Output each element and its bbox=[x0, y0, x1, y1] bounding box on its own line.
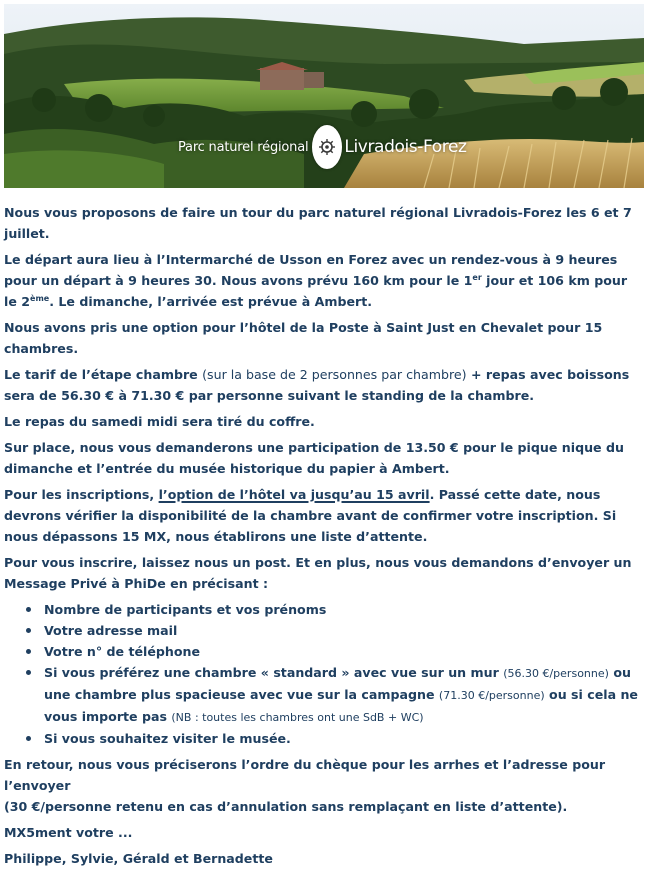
paragraph-price: Le tarif de l’étape chambre (sur la base de 2 personnes par chambre) + repas avec boissons sera de 56.30 € à 71.30 € par personne suivant le standing de la chambre. bbox=[4, 367, 630, 403]
list-item: Si vous préférez une chambre « standard » avec vue sur un mur (56.30 €/personne) ou une chambre plus spacieuse avec vue sur la campagne (71.30 €/personne) ou si cela ne vous importe pas (NB : toutes les chambres ont une SdB + WC) bbox=[44, 662, 644, 728]
paragraph-registration: Pour les inscriptions, l’option de l’hôtel va jusqu’au 15 avril. Passé cette date, nous devrons vérifier la disponibilité de la chambre avant de confirmer votre inscription. Si nous dépassons 15 MX, nous établirons une liste d’attente. bbox=[4, 487, 617, 544]
paragraph-hotel: Nous avons pris une option pour l’hôtel de la Poste à Saint Just en Chevalet pour 15 chambres. bbox=[4, 320, 603, 356]
paragraph-return: En retour, nous vous préciserons l’ordre du chèque pour les arrhes et l’adresse pour l’envoyer (30 €/personne retenu en cas d’annulation sans remplaçant en liste d’attente). bbox=[4, 757, 606, 814]
paragraph-signup: Pour vous inscrire, laissez nous un post. Et en plus, nous vous demandons d’envoyer un Message Privé à PhiDe en précisant : bbox=[4, 555, 632, 591]
paragraph-participation: Sur place, nous vous demanderons une participation de 13.50 € pour le pique nique du dimanche et l’entrée du musée historique du papier à Ambert. bbox=[4, 440, 624, 476]
message-body bbox=[4, 202, 644, 874]
park-emblem-icon bbox=[312, 125, 342, 169]
signature: Philippe, Sylvie, Gérald et Bernadette bbox=[4, 851, 273, 866]
paragraph-intro: Nous vous proposons de faire un tour du parc naturel régional Livradois-Forez les 6 et 7 juillet. bbox=[4, 205, 632, 241]
list-item: Votre n° de téléphone bbox=[44, 641, 644, 662]
paragraph-lunch: Le repas du samedi midi sera tiré du coffre. bbox=[4, 414, 315, 429]
paragraph-closing: MX5ment votre ... bbox=[4, 825, 133, 840]
list-item: Votre adresse mail bbox=[44, 620, 644, 641]
list-item: Si vous souhaitez visiter le musée. bbox=[44, 728, 644, 749]
hotel-deadline-text: l’option de l’hôtel va jusqu’au 15 avril bbox=[158, 487, 430, 502]
info-list bbox=[4, 599, 644, 749]
paragraph-departure: Le départ aura lieu à l’Intermarché de Usson en Forez avec un rendez-vous à 9 heures pour un départ à 9 heures 30. Nous avons prévu 160 km pour le 1er jour et 106 km pour le 2ème. Le dimanche, l’arrivée est prévue à Ambert. bbox=[4, 252, 628, 309]
header-banner bbox=[4, 4, 644, 188]
park-logo bbox=[178, 122, 467, 172]
list-item: Nombre de participants et vos prénoms bbox=[44, 599, 644, 620]
park-name: Livradois-Forez bbox=[344, 136, 467, 157]
park-label: Parc naturel régional bbox=[178, 139, 309, 155]
